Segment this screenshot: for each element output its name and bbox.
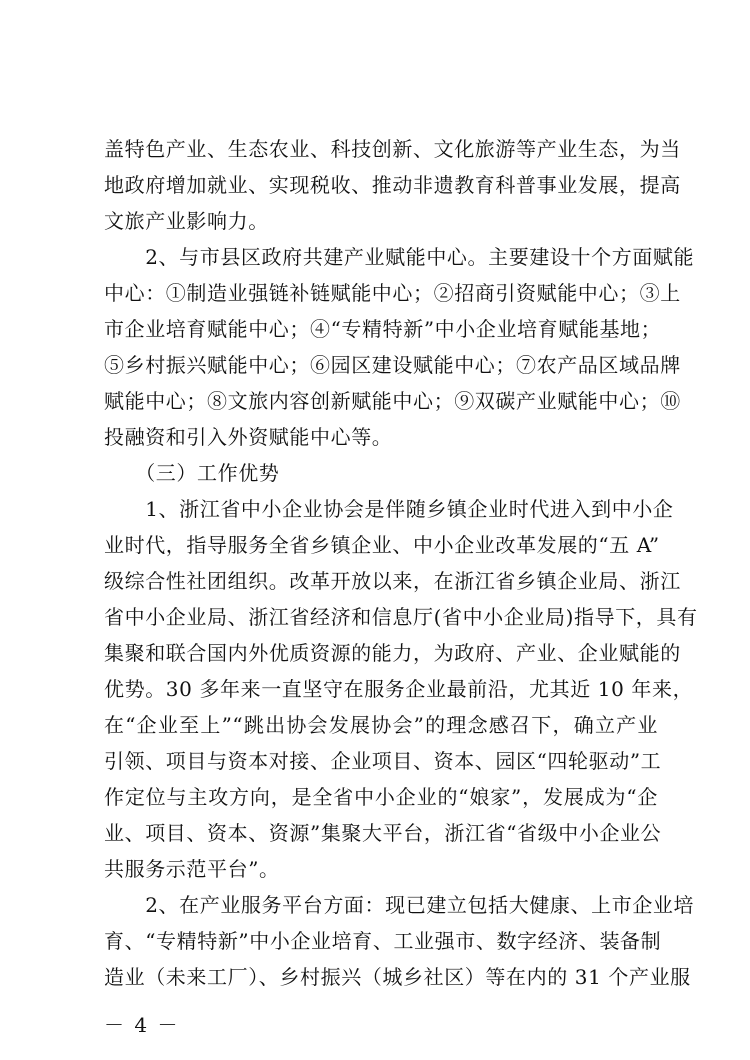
text-line: 集聚和联合国内外优质资源的能力，为政府、产业、企业赋能的 [104,641,681,665]
text-line: ⑤乡村振兴赋能中心；⑥园区建设赋能中心；⑦农产品区域品牌 [104,353,681,377]
page-number: － 4 － [104,1013,180,1037]
text-line: 2、在产业服务平台方面：现已建立包括大健康、上市企业培 [104,893,695,917]
text-line: 优势。30 多年来一直坚守在服务企业最前沿，尤其近 10 年来， [104,677,694,701]
text-line: 省中小企业局、浙江省经济和信息厅(省中小企业局)指导下，具有 [104,605,698,629]
text-line: 文旅产业影响力。 [104,209,269,233]
text-line: 投融资和引入外资赋能中心等。 [104,425,393,449]
text-line: 共服务示范平台”。 [104,857,280,881]
text-line: 2、与市县区政府共建产业赋能中心。主要建设十个方面赋能 [104,245,695,269]
text-line: 级综合性社团组织。改革开放以来，在浙江省乡镇企业局、浙江 [104,569,681,593]
text-line: 作定位与主攻方向，是全省中小企业的“娘家”，发展成为“企 [104,785,658,809]
text-line: 在“企业至上”“跳出协会发展协会”的理念感召下，确立产业 [104,713,658,737]
text-line: 中心：①制造业强链补链赋能中心；②招商引资赋能中心；③上 [104,281,681,305]
text-line: 地政府增加就业、实现税收、推动非遗教育科普事业发展，提高 [104,173,681,197]
text-line: 育、“专精特新”中小企业培育、工业强市、数字经济、装备制 [104,929,662,953]
text-line: 市企业培育赋能中心；④“专精特新”中小企业培育赋能基地； [104,317,662,341]
text-line: 盖特色产业、生态农业、科技创新、文化旅游等产业生态，为当 [104,137,681,161]
text-line: 引领、项目与资本对接、企业项目、资本、园区“四轮驱动”工 [104,749,662,773]
text-line: 造业（未来工厂）、乡村振兴（城乡社区）等在内的 31 个产业服 [104,965,691,989]
text-line: 业时代，指导服务全省乡镇企业、中小企业改革发展的“五 A” [104,533,660,557]
text-line: 赋能中心；⑧文旅内容创新赋能中心；⑨双碳产业赋能中心；⑩ [104,389,681,413]
text-line: 业、项目、资本、资源”集聚大平台，浙江省“省级中小企业公 [104,821,662,845]
section-heading: （三）工作优势 [104,461,280,485]
text-line: 1、浙江省中小企业协会是伴随乡镇企业时代进入到中小企 [104,497,674,521]
